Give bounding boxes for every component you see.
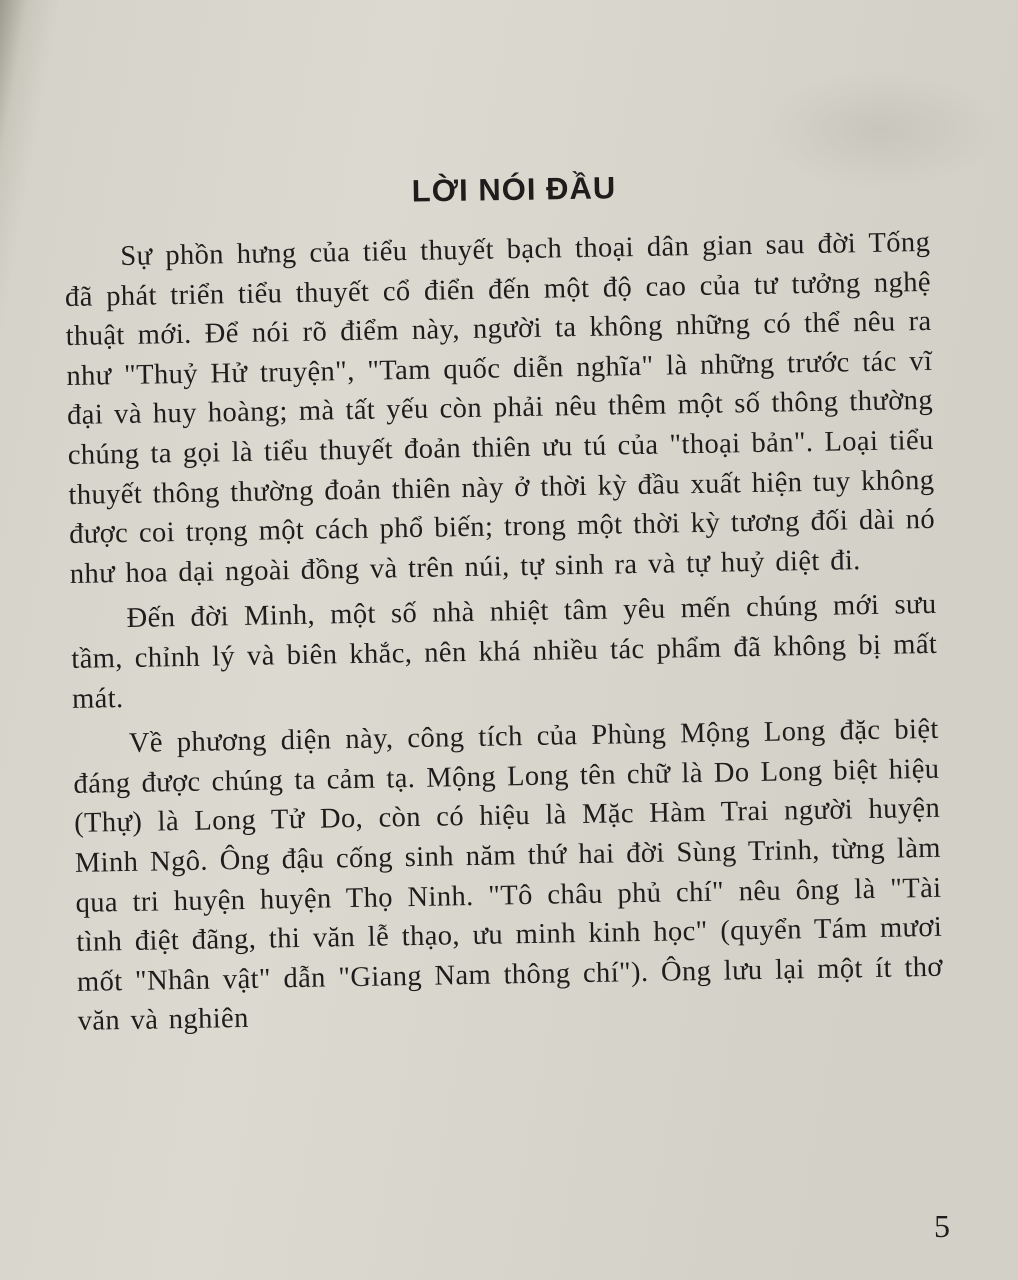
page-number: 5: [934, 1208, 950, 1244]
body-text: [64, 223, 944, 1042]
page-heading: LỜI NÓI ĐẦU: [411, 170, 617, 209]
paragraph-1: Sự phồn hưng của tiểu thuyết bạch thoại dân gian sau đời Tống đã phát triển tiểu thuyết cổ điển đến một độ cao của tư tưởng nghệ thuật mới. Để nói rõ điểm này, người ta không những có thể nêu ra như "Thuỷ Hử truyện", "Tam quốc diễn nghĩa" là những trước tác vĩ đại và huy hoàng; mà tất yếu còn phải nêu thêm một số thông thường chúng ta gọi là tiểu thuyết đoản thiên ưu tú của "thoại bản". Loại tiểu thuyết thông thường đoản thiên này ở thời kỳ đầu xuất hiện tuy không được coi trọng một cách phổ biến; trong một thời kỳ tương đối dài nó như hoa dại ngoài đồng và trên núi, tự sinh ra và tự huỷ diệt đi.: [64, 226, 936, 590]
paragraph-2: Đến đời Minh, một số nhà nhiệt tâm yêu mến chúng mới sưu tầm, chỉnh lý và biên khắc, nên khá nhiều tác phẩm đã không bị mất mát.: [71, 589, 938, 715]
paragraph-3: Về phương diện này, công tích của Phùng Mộng Long đặc biệt đáng được chúng ta cảm tạ. Mộng Long tên chữ là Do Long biệt hiệu (Thự) là Long Tử Do, còn có hiệu là Mặc Hàm Trai người huyện Minh Ngô. Ông đậu cống sinh năm thứ hai đời Sùng Trinh, từng làm qua tri huyện huyện Thọ Ninh. "Tô châu phủ chí" nêu ông là "Tài tình điệt đãng, thi văn lễ thạo, ưu minh kinh học" (quyển Tám mươi mốt "Nhân vật" dẫn "Giang Nam thông chí"). Ông lưu lại một ít thơ văn và nghiên: [73, 713, 944, 1038]
